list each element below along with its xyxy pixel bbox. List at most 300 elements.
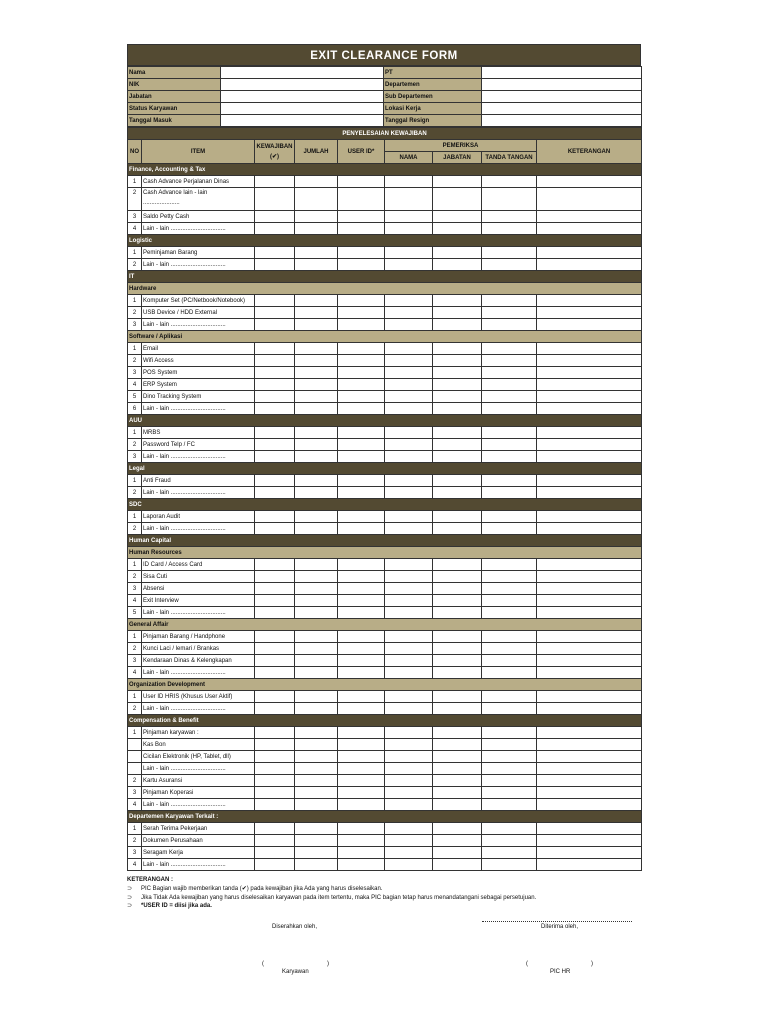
kewajiban-cell[interactable] [255,835,295,847]
tanda-tangan-cell[interactable] [482,847,537,859]
tanda-tangan-cell[interactable] [482,367,537,379]
jabatan-cell[interactable] [433,739,482,751]
user-id-cell[interactable] [338,667,385,679]
jumlah-cell[interactable] [295,475,338,487]
nama-cell[interactable] [385,367,433,379]
kewajiban-cell[interactable] [255,559,295,571]
tanda-tangan-cell[interactable] [482,403,537,415]
user-id-cell[interactable] [338,607,385,619]
jumlah-cell[interactable] [295,595,338,607]
tanda-tangan-cell[interactable] [482,247,537,259]
user-id-cell[interactable] [338,655,385,667]
kewajiban-cell[interactable] [255,859,295,871]
jumlah-cell[interactable] [295,631,338,643]
kewajiban-cell[interactable] [255,439,295,451]
keterangan-cell[interactable] [537,259,642,271]
jumlah-cell[interactable] [295,703,338,715]
nama-cell[interactable] [385,583,433,595]
jumlah-cell[interactable] [295,511,338,523]
kewajiban-cell[interactable] [255,211,295,223]
nama-cell[interactable] [385,176,433,188]
jumlah-cell[interactable] [295,367,338,379]
keterangan-cell[interactable] [537,427,642,439]
info-value-field[interactable] [482,115,642,127]
jabatan-cell[interactable] [433,319,482,331]
info-value-field[interactable] [221,115,384,127]
tanda-tangan-cell[interactable] [482,775,537,787]
keterangan-cell[interactable] [537,799,642,811]
tanda-tangan-cell[interactable] [482,379,537,391]
jumlah-cell[interactable] [295,823,338,835]
jabatan-cell[interactable] [433,367,482,379]
keterangan-cell[interactable] [537,691,642,703]
kewajiban-cell[interactable] [255,595,295,607]
keterangan-cell[interactable] [537,583,642,595]
user-id-cell[interactable] [338,571,385,583]
keterangan-cell[interactable] [537,787,642,799]
nama-cell[interactable] [385,511,433,523]
user-id-cell[interactable] [338,295,385,307]
nama-cell[interactable] [385,391,433,403]
jumlah-cell[interactable] [295,739,338,751]
nama-cell[interactable] [385,211,433,223]
jabatan-cell[interactable] [433,763,482,775]
user-id-cell[interactable] [338,247,385,259]
user-id-cell[interactable] [338,523,385,535]
jumlah-cell[interactable] [295,583,338,595]
user-id-cell[interactable] [338,367,385,379]
kewajiban-cell[interactable] [255,727,295,739]
tanda-tangan-cell[interactable] [482,631,537,643]
tanda-tangan-cell[interactable] [482,787,537,799]
user-id-cell[interactable] [338,427,385,439]
keterangan-cell[interactable] [537,319,642,331]
user-id-cell[interactable] [338,259,385,271]
keterangan-cell[interactable] [537,307,642,319]
jumlah-cell[interactable] [295,307,338,319]
keterangan-cell[interactable] [537,367,642,379]
jabatan-cell[interactable] [433,391,482,403]
jumlah-cell[interactable] [295,403,338,415]
kewajiban-cell[interactable] [255,223,295,235]
nama-cell[interactable] [385,799,433,811]
kewajiban-cell[interactable] [255,631,295,643]
tanda-tangan-cell[interactable] [482,487,537,499]
info-value-field[interactable] [482,79,642,91]
keterangan-cell[interactable] [537,403,642,415]
keterangan-cell[interactable] [537,223,642,235]
nama-cell[interactable] [385,307,433,319]
jumlah-cell[interactable] [295,379,338,391]
keterangan-cell[interactable] [537,763,642,775]
jumlah-cell[interactable] [295,691,338,703]
info-value-field[interactable] [221,91,384,103]
nama-cell[interactable] [385,595,433,607]
keterangan-cell[interactable] [537,847,642,859]
tanda-tangan-cell[interactable] [482,475,537,487]
jumlah-cell[interactable] [295,655,338,667]
jumlah-cell[interactable] [295,523,338,535]
tanda-tangan-cell[interactable] [482,859,537,871]
nama-cell[interactable] [385,703,433,715]
tanda-tangan-cell[interactable] [482,823,537,835]
jabatan-cell[interactable] [433,439,482,451]
jabatan-cell[interactable] [433,451,482,463]
jabatan-cell[interactable] [433,379,482,391]
keterangan-cell[interactable] [537,439,642,451]
tanda-tangan-cell[interactable] [482,799,537,811]
nama-cell[interactable] [385,775,433,787]
signature-date-line[interactable] [482,921,632,922]
keterangan-cell[interactable] [537,475,642,487]
jumlah-cell[interactable] [295,247,338,259]
user-id-cell[interactable] [338,559,385,571]
jabatan-cell[interactable] [433,403,482,415]
jabatan-cell[interactable] [433,247,482,259]
nama-cell[interactable] [385,631,433,643]
kewajiban-cell[interactable] [255,367,295,379]
tanda-tangan-cell[interactable] [482,439,537,451]
keterangan-cell[interactable] [537,835,642,847]
tanda-tangan-cell[interactable] [482,343,537,355]
tanda-tangan-cell[interactable] [482,176,537,188]
kewajiban-cell[interactable] [255,295,295,307]
jumlah-cell[interactable] [295,751,338,763]
user-id-cell[interactable] [338,511,385,523]
jabatan-cell[interactable] [433,727,482,739]
jumlah-cell[interactable] [295,391,338,403]
kewajiban-cell[interactable] [255,247,295,259]
user-id-cell[interactable] [338,403,385,415]
jumlah-cell[interactable] [295,763,338,775]
keterangan-cell[interactable] [537,188,642,211]
kewajiban-cell[interactable] [255,427,295,439]
keterangan-cell[interactable] [537,511,642,523]
user-id-cell[interactable] [338,355,385,367]
nama-cell[interactable] [385,643,433,655]
keterangan-cell[interactable] [537,703,642,715]
user-id-cell[interactable] [338,451,385,463]
nama-cell[interactable] [385,379,433,391]
user-id-cell[interactable] [338,691,385,703]
info-value-field[interactable] [221,67,384,79]
jabatan-cell[interactable] [433,188,482,211]
tanda-tangan-cell[interactable] [482,188,537,211]
user-id-cell[interactable] [338,847,385,859]
user-id-cell[interactable] [338,583,385,595]
kewajiban-cell[interactable] [255,403,295,415]
jabatan-cell[interactable] [433,847,482,859]
nama-cell[interactable] [385,188,433,211]
kewajiban-cell[interactable] [255,775,295,787]
user-id-cell[interactable] [338,475,385,487]
nama-cell[interactable] [385,295,433,307]
kewajiban-cell[interactable] [255,523,295,535]
user-id-cell[interactable] [338,835,385,847]
jabatan-cell[interactable] [433,751,482,763]
nama-cell[interactable] [385,859,433,871]
tanda-tangan-cell[interactable] [482,835,537,847]
user-id-cell[interactable] [338,787,385,799]
nama-cell[interactable] [385,487,433,499]
info-value-field[interactable] [221,79,384,91]
info-value-field[interactable] [482,91,642,103]
jabatan-cell[interactable] [433,487,482,499]
jumlah-cell[interactable] [295,211,338,223]
jumlah-cell[interactable] [295,559,338,571]
user-id-cell[interactable] [338,391,385,403]
tanda-tangan-cell[interactable] [482,727,537,739]
kewajiban-cell[interactable] [255,511,295,523]
jabatan-cell[interactable] [433,583,482,595]
tanda-tangan-cell[interactable] [482,763,537,775]
jumlah-cell[interactable] [295,176,338,188]
jumlah-cell[interactable] [295,667,338,679]
info-value-field[interactable] [482,67,642,79]
keterangan-cell[interactable] [537,751,642,763]
kewajiban-cell[interactable] [255,259,295,271]
nama-cell[interactable] [385,451,433,463]
kewajiban-cell[interactable] [255,355,295,367]
jabatan-cell[interactable] [433,307,482,319]
keterangan-cell[interactable] [537,247,642,259]
tanda-tangan-cell[interactable] [482,655,537,667]
jabatan-cell[interactable] [433,655,482,667]
tanda-tangan-cell[interactable] [482,703,537,715]
kewajiban-cell[interactable] [255,487,295,499]
jabatan-cell[interactable] [433,355,482,367]
user-id-cell[interactable] [338,188,385,211]
keterangan-cell[interactable] [537,523,642,535]
jabatan-cell[interactable] [433,223,482,235]
tanda-tangan-cell[interactable] [482,355,537,367]
keterangan-cell[interactable] [537,607,642,619]
jabatan-cell[interactable] [433,295,482,307]
jabatan-cell[interactable] [433,511,482,523]
tanda-tangan-cell[interactable] [482,319,537,331]
user-id-cell[interactable] [338,751,385,763]
nama-cell[interactable] [385,823,433,835]
jumlah-cell[interactable] [295,607,338,619]
nama-cell[interactable] [385,691,433,703]
jumlah-cell[interactable] [295,847,338,859]
keterangan-cell[interactable] [537,595,642,607]
jumlah-cell[interactable] [295,319,338,331]
user-id-cell[interactable] [338,319,385,331]
jabatan-cell[interactable] [433,643,482,655]
jabatan-cell[interactable] [433,823,482,835]
nama-cell[interactable] [385,343,433,355]
kewajiban-cell[interactable] [255,607,295,619]
keterangan-cell[interactable] [537,571,642,583]
tanda-tangan-cell[interactable] [482,295,537,307]
keterangan-cell[interactable] [537,391,642,403]
tanda-tangan-cell[interactable] [482,667,537,679]
nama-cell[interactable] [385,355,433,367]
keterangan-cell[interactable] [537,295,642,307]
nama-cell[interactable] [385,475,433,487]
kewajiban-cell[interactable] [255,583,295,595]
nama-cell[interactable] [385,751,433,763]
tanda-tangan-cell[interactable] [482,739,537,751]
user-id-cell[interactable] [338,631,385,643]
jabatan-cell[interactable] [433,691,482,703]
kewajiban-cell[interactable] [255,176,295,188]
user-id-cell[interactable] [338,775,385,787]
nama-cell[interactable] [385,607,433,619]
kewajiban-cell[interactable] [255,799,295,811]
jumlah-cell[interactable] [295,775,338,787]
jumlah-cell[interactable] [295,343,338,355]
jabatan-cell[interactable] [433,427,482,439]
jabatan-cell[interactable] [433,523,482,535]
kewajiban-cell[interactable] [255,847,295,859]
user-id-cell[interactable] [338,799,385,811]
nama-cell[interactable] [385,427,433,439]
jabatan-cell[interactable] [433,667,482,679]
kewajiban-cell[interactable] [255,643,295,655]
jabatan-cell[interactable] [433,176,482,188]
tanda-tangan-cell[interactable] [482,427,537,439]
nama-cell[interactable] [385,439,433,451]
kewajiban-cell[interactable] [255,451,295,463]
nama-cell[interactable] [385,571,433,583]
jumlah-cell[interactable] [295,259,338,271]
jumlah-cell[interactable] [295,571,338,583]
kewajiban-cell[interactable] [255,307,295,319]
keterangan-cell[interactable] [537,487,642,499]
kewajiban-cell[interactable] [255,343,295,355]
keterangan-cell[interactable] [537,775,642,787]
tanda-tangan-cell[interactable] [482,595,537,607]
nama-cell[interactable] [385,223,433,235]
kewajiban-cell[interactable] [255,655,295,667]
jabatan-cell[interactable] [433,859,482,871]
keterangan-cell[interactable] [537,655,642,667]
jumlah-cell[interactable] [295,295,338,307]
nama-cell[interactable] [385,847,433,859]
info-value-field[interactable] [482,103,642,115]
jabatan-cell[interactable] [433,211,482,223]
kewajiban-cell[interactable] [255,703,295,715]
user-id-cell[interactable] [338,439,385,451]
keterangan-cell[interactable] [537,727,642,739]
tanda-tangan-cell[interactable] [482,643,537,655]
jumlah-cell[interactable] [295,643,338,655]
user-id-cell[interactable] [338,643,385,655]
tanda-tangan-cell[interactable] [482,571,537,583]
user-id-cell[interactable] [338,487,385,499]
tanda-tangan-cell[interactable] [482,391,537,403]
user-id-cell[interactable] [338,176,385,188]
kewajiban-cell[interactable] [255,188,295,211]
tanda-tangan-cell[interactable] [482,259,537,271]
kewajiban-cell[interactable] [255,691,295,703]
user-id-cell[interactable] [338,307,385,319]
tanda-tangan-cell[interactable] [482,523,537,535]
kewajiban-cell[interactable] [255,739,295,751]
user-id-cell[interactable] [338,223,385,235]
jumlah-cell[interactable] [295,188,338,211]
jabatan-cell[interactable] [433,703,482,715]
keterangan-cell[interactable] [537,343,642,355]
user-id-cell[interactable] [338,703,385,715]
jabatan-cell[interactable] [433,775,482,787]
user-id-cell[interactable] [338,739,385,751]
keterangan-cell[interactable] [537,823,642,835]
keterangan-cell[interactable] [537,631,642,643]
jabatan-cell[interactable] [433,835,482,847]
jabatan-cell[interactable] [433,787,482,799]
tanda-tangan-cell[interactable] [482,223,537,235]
info-value-field[interactable] [221,103,384,115]
tanda-tangan-cell[interactable] [482,451,537,463]
jabatan-cell[interactable] [433,571,482,583]
keterangan-cell[interactable] [537,355,642,367]
jumlah-cell[interactable] [295,727,338,739]
user-id-cell[interactable] [338,343,385,355]
jumlah-cell[interactable] [295,427,338,439]
nama-cell[interactable] [385,259,433,271]
nama-cell[interactable] [385,655,433,667]
keterangan-cell[interactable] [537,559,642,571]
nama-cell[interactable] [385,739,433,751]
jabatan-cell[interactable] [433,559,482,571]
nama-cell[interactable] [385,727,433,739]
keterangan-cell[interactable] [537,739,642,751]
keterangan-cell[interactable] [537,667,642,679]
user-id-cell[interactable] [338,379,385,391]
tanda-tangan-cell[interactable] [482,583,537,595]
jabatan-cell[interactable] [433,259,482,271]
nama-cell[interactable] [385,319,433,331]
jumlah-cell[interactable] [295,835,338,847]
user-id-cell[interactable] [338,763,385,775]
user-id-cell[interactable] [338,823,385,835]
kewajiban-cell[interactable] [255,391,295,403]
user-id-cell[interactable] [338,211,385,223]
nama-cell[interactable] [385,403,433,415]
nama-cell[interactable] [385,763,433,775]
jabatan-cell[interactable] [433,475,482,487]
nama-cell[interactable] [385,835,433,847]
jabatan-cell[interactable] [433,799,482,811]
jumlah-cell[interactable] [295,799,338,811]
kewajiban-cell[interactable] [255,787,295,799]
user-id-cell[interactable] [338,595,385,607]
tanda-tangan-cell[interactable] [482,691,537,703]
keterangan-cell[interactable] [537,451,642,463]
nama-cell[interactable] [385,523,433,535]
kewajiban-cell[interactable] [255,319,295,331]
jumlah-cell[interactable] [295,451,338,463]
tanda-tangan-cell[interactable] [482,751,537,763]
keterangan-cell[interactable] [537,379,642,391]
jumlah-cell[interactable] [295,859,338,871]
keterangan-cell[interactable] [537,643,642,655]
keterangan-cell[interactable] [537,859,642,871]
jabatan-cell[interactable] [433,631,482,643]
user-id-cell[interactable] [338,859,385,871]
nama-cell[interactable] [385,559,433,571]
tanda-tangan-cell[interactable] [482,307,537,319]
keterangan-cell[interactable] [537,176,642,188]
jabatan-cell[interactable] [433,343,482,355]
nama-cell[interactable] [385,787,433,799]
tanda-tangan-cell[interactable] [482,511,537,523]
kewajiban-cell[interactable] [255,823,295,835]
kewajiban-cell[interactable] [255,571,295,583]
